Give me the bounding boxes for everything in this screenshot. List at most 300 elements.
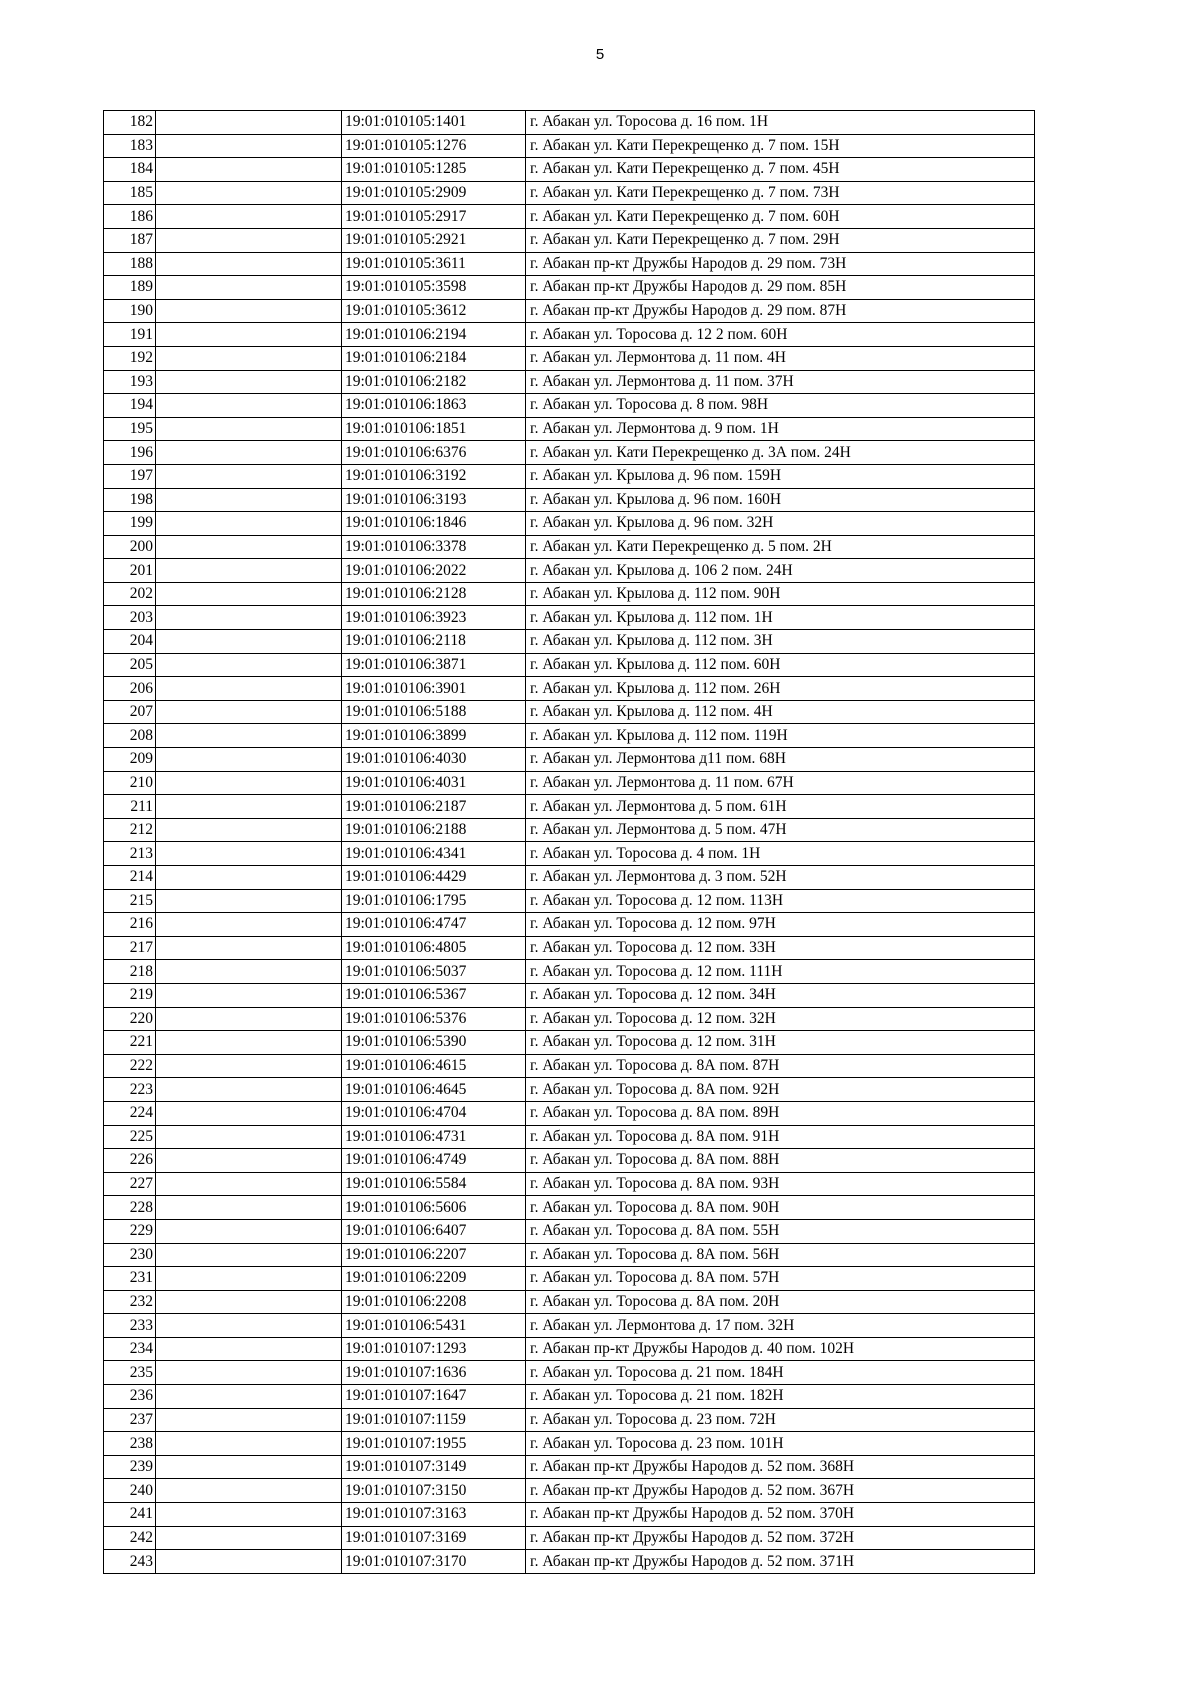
empty-cell [156,441,342,465]
empty-cell [156,1314,342,1338]
cadastral-number-cell: 19:01:010106:3901 [342,677,526,701]
address-cell: г. Абакан ул. Крылова д. 96 пом. 32Н [526,512,1035,536]
cadastral-number-cell: 19:01:010106:4749 [342,1149,526,1173]
address-cell: г. Абакан ул. Торосова д. 12 пом. 31Н [526,1031,1035,1055]
table-row [104,700,1035,724]
table-row [104,464,1035,488]
empty-cell [156,535,342,559]
row-number-cell: 205 [104,653,156,677]
row-number-cell: 235 [104,1361,156,1385]
cadastral-number-cell: 19:01:010106:5188 [342,700,526,724]
table-row [104,1455,1035,1479]
empty-cell [156,582,342,606]
cadastral-number-cell: 19:01:010106:2022 [342,559,526,583]
row-number-cell: 243 [104,1550,156,1574]
cadastral-number-cell: 19:01:010107:3163 [342,1503,526,1527]
cadastral-number-cell: 19:01:010106:2182 [342,370,526,394]
cadastral-number-cell: 19:01:010105:2909 [342,181,526,205]
empty-cell [156,630,342,654]
table-row [104,936,1035,960]
row-number-cell: 240 [104,1479,156,1503]
row-number-cell: 237 [104,1408,156,1432]
table-row [104,1550,1035,1574]
cadastral-number-cell: 19:01:010105:1276 [342,134,526,158]
table-row [104,417,1035,441]
address-cell: г. Абакан ул. Крылова д. 112 пом. 90Н [526,582,1035,606]
address-cell: г. Абакан ул. Торосова д. 16 пом. 1Н [526,111,1035,135]
empty-cell [156,1526,342,1550]
cadastral-number-cell: 19:01:010106:1851 [342,417,526,441]
cadastral-number-cell: 19:01:010106:5606 [342,1196,526,1220]
row-number-cell: 192 [104,346,156,370]
table-row [104,1149,1035,1173]
cadastral-number-cell: 19:01:010105:1285 [342,158,526,182]
cadastral-number-cell: 19:01:010106:2118 [342,630,526,654]
cadastral-number-cell: 19:01:010106:4704 [342,1101,526,1125]
cadastral-number-cell: 19:01:010106:4429 [342,866,526,890]
row-number-cell: 223 [104,1078,156,1102]
cadastral-number-cell: 19:01:010106:5584 [342,1172,526,1196]
address-cell: г. Абакан ул. Крылова д. 112 пом. 3Н [526,630,1035,654]
address-cell: г. Абакан ул. Торосова д. 12 пом. 111Н [526,960,1035,984]
empty-cell [156,700,342,724]
empty-cell [156,1479,342,1503]
address-cell: г. Абакан ул. Лермонтова д. 11 пом. 67Н [526,771,1035,795]
cadastral-number-cell: 19:01:010106:6376 [342,441,526,465]
row-number-cell: 219 [104,983,156,1007]
address-cell: г. Абакан ул. Кати Перекрещенко д. 7 пом. 73Н [526,181,1035,205]
table-row [104,1290,1035,1314]
address-cell: г. Абакан ул. Кати Перекрещенко д. 7 пом. 29Н [526,228,1035,252]
address-cell: г. Абакан ул. Торосова д. 8А пом. 91Н [526,1125,1035,1149]
empty-cell [156,1219,342,1243]
cadastral-number-cell: 19:01:010106:4747 [342,913,526,937]
empty-cell [156,1290,342,1314]
empty-cell [156,1243,342,1267]
table-row [104,394,1035,418]
row-number-cell: 220 [104,1007,156,1031]
row-number-cell: 226 [104,1149,156,1173]
cadastral-number-cell: 19:01:010105:3598 [342,276,526,300]
cadastral-number-cell: 19:01:010106:5431 [342,1314,526,1338]
table-row [104,630,1035,654]
cadastral-number-cell: 19:01:010105:3612 [342,299,526,323]
row-number-cell: 194 [104,394,156,418]
address-cell: г. Абакан ул. Торосова д. 8 пом. 98Н [526,394,1035,418]
table-row [104,1503,1035,1527]
table-row [104,866,1035,890]
empty-cell [156,771,342,795]
empty-cell [156,346,342,370]
table-row [104,1314,1035,1338]
row-number-cell: 209 [104,748,156,772]
empty-cell [156,323,342,347]
row-number-cell: 190 [104,299,156,323]
row-number-cell: 189 [104,276,156,300]
empty-cell [156,724,342,748]
address-cell: г. Абакан ул. Торосова д. 8А пом. 57Н [526,1267,1035,1291]
address-cell: г. Абакан ул. Кати Перекрещенко д. 7 пом. 15Н [526,134,1035,158]
empty-cell [156,1101,342,1125]
row-number-cell: 191 [104,323,156,347]
row-number-cell: 199 [104,512,156,536]
cadastral-number-cell: 19:01:010105:1401 [342,111,526,135]
address-cell: г. Абакан ул. Кати Перекрещенко д. 7 пом. 60Н [526,205,1035,229]
row-number-cell: 230 [104,1243,156,1267]
empty-cell [156,1149,342,1173]
table-row [104,983,1035,1007]
empty-cell [156,1196,342,1220]
empty-cell [156,1361,342,1385]
address-cell: г. Абакан ул. Кати Перекрещенко д. 7 пом. 45Н [526,158,1035,182]
table-row [104,299,1035,323]
empty-cell [156,1337,342,1361]
table-row [104,677,1035,701]
empty-cell [156,748,342,772]
table-row [104,1172,1035,1196]
table-row [104,1432,1035,1456]
empty-cell [156,889,342,913]
table-row [104,1054,1035,1078]
address-cell: г. Абакан ул. Торосова д. 12 пом. 33Н [526,936,1035,960]
row-number-cell: 236 [104,1385,156,1409]
cadastral-number-cell: 19:01:010106:3193 [342,488,526,512]
cadastral-number-cell: 19:01:010106:3871 [342,653,526,677]
empty-cell [156,606,342,630]
table-row [104,1267,1035,1291]
cadastral-number-cell: 19:01:010106:3192 [342,464,526,488]
address-cell: г. Абакан ул. Торосова д. 8А пом. 55Н [526,1219,1035,1243]
address-cell: г. Абакан ул. Лермонтова д. 9 пом. 1Н [526,417,1035,441]
row-number-cell: 187 [104,228,156,252]
address-cell: г. Абакан ул. Торосова д. 8А пом. 88Н [526,1149,1035,1173]
address-cell: г. Абакан ул. Лермонтова д. 11 пом. 37Н [526,370,1035,394]
table-row [104,748,1035,772]
row-number-cell: 222 [104,1054,156,1078]
table-row [104,158,1035,182]
address-cell: г. Абакан ул. Торосова д. 8А пом. 90Н [526,1196,1035,1220]
row-number-cell: 212 [104,818,156,842]
empty-cell [156,795,342,819]
table-row [104,559,1035,583]
address-cell: г. Абакан ул. Торосова д. 8А пом. 89Н [526,1101,1035,1125]
empty-cell [156,299,342,323]
address-cell: г. Абакан ул. Крылова д. 96 пом. 159Н [526,464,1035,488]
row-number-cell: 198 [104,488,156,512]
row-number-cell: 185 [104,181,156,205]
table-row [104,1125,1035,1149]
cadastral-number-cell: 19:01:010106:2209 [342,1267,526,1291]
address-cell: г. Абакан ул. Торосова д. 8А пом. 20Н [526,1290,1035,1314]
empty-cell [156,653,342,677]
table-row [104,913,1035,937]
empty-cell [156,488,342,512]
address-cell: г. Абакан пр-кт Дружбы Народов д. 52 пом. 367Н [526,1479,1035,1503]
table-row [104,1243,1035,1267]
cadastral-number-cell: 19:01:010106:4805 [342,936,526,960]
address-cell: г. Абакан ул. Кати Перекрещенко д. 5 пом. 2Н [526,535,1035,559]
address-cell: г. Абакан ул. Торосова д. 4 пом. 1Н [526,842,1035,866]
cadastral-number-cell: 19:01:010106:4731 [342,1125,526,1149]
cadastral-number-cell: 19:01:010107:3170 [342,1550,526,1574]
cadastral-number-cell: 19:01:010106:5367 [342,983,526,1007]
cadastral-number-cell: 19:01:010107:3169 [342,1526,526,1550]
empty-cell [156,1172,342,1196]
table-row [104,771,1035,795]
table-row [104,134,1035,158]
cadastral-number-cell: 19:01:010107:1293 [342,1337,526,1361]
empty-cell [156,111,342,135]
table-row [104,1385,1035,1409]
cadastral-number-cell: 19:01:010106:5390 [342,1031,526,1055]
address-cell: г. Абакан ул. Торосова д. 21 пом. 184Н [526,1361,1035,1385]
row-number-cell: 217 [104,936,156,960]
empty-cell [156,842,342,866]
row-number-cell: 210 [104,771,156,795]
empty-cell [156,228,342,252]
row-number-cell: 234 [104,1337,156,1361]
table-row [104,1526,1035,1550]
table-row [104,441,1035,465]
table-row [104,205,1035,229]
table-row [104,1337,1035,1361]
cadastral-number-cell: 19:01:010106:5037 [342,960,526,984]
table-row [104,1219,1035,1243]
empty-cell [156,417,342,441]
cadastral-number-cell: 19:01:010106:3923 [342,606,526,630]
table-row [104,1007,1035,1031]
empty-cell [156,559,342,583]
empty-cell [156,936,342,960]
row-number-cell: 229 [104,1219,156,1243]
cadastral-number-cell: 19:01:010106:5376 [342,1007,526,1031]
table-row [104,1031,1035,1055]
table-row [104,370,1035,394]
empty-cell [156,370,342,394]
empty-cell [156,205,342,229]
cadastral-number-cell: 19:01:010105:2917 [342,205,526,229]
empty-cell [156,1455,342,1479]
address-cell: г. Абакан ул. Лермонтова д. 11 пом. 4Н [526,346,1035,370]
empty-cell [156,394,342,418]
cadastral-number-cell: 19:01:010106:3378 [342,535,526,559]
address-cell: г. Абакан ул. Крылова д. 112 пом. 119Н [526,724,1035,748]
empty-cell [156,512,342,536]
row-number-cell: 183 [104,134,156,158]
cadastral-number-cell: 19:01:010106:2184 [342,346,526,370]
cadastral-number-cell: 19:01:010106:2207 [342,1243,526,1267]
table-row [104,1101,1035,1125]
cadastral-number-cell: 19:01:010106:4031 [342,771,526,795]
table-row [104,323,1035,347]
address-cell: г. Абакан ул. Лермонтова д. 5 пом. 61Н [526,795,1035,819]
address-cell: г. Абакан ул. Лермонтова д. 17 пом. 32Н [526,1314,1035,1338]
row-number-cell: 208 [104,724,156,748]
address-cell: г. Абакан ул. Крылова д. 96 пом. 160Н [526,488,1035,512]
empty-cell [156,1408,342,1432]
address-cell: г. Абакан ул. Торосова д. 12 пом. 113Н [526,889,1035,913]
row-number-cell: 238 [104,1432,156,1456]
address-cell: г. Абакан ул. Торосова д. 8А пом. 87Н [526,1054,1035,1078]
row-number-cell: 200 [104,535,156,559]
row-number-cell: 218 [104,960,156,984]
address-cell: г. Абакан ул. Торосова д. 12 пом. 32Н [526,1007,1035,1031]
table-row [104,1408,1035,1432]
row-number-cell: 184 [104,158,156,182]
row-number-cell: 202 [104,582,156,606]
address-cell: г. Абакан ул. Крылова д. 112 пом. 60Н [526,653,1035,677]
empty-cell [156,464,342,488]
cadastral-number-cell: 19:01:010107:1647 [342,1385,526,1409]
row-number-cell: 241 [104,1503,156,1527]
address-cell: г. Абакан ул. Лермонтова д11 пом. 68Н [526,748,1035,772]
address-cell: г. Абакан ул. Крылова д. 112 пом. 4Н [526,700,1035,724]
row-number-cell: 224 [104,1101,156,1125]
empty-cell [156,158,342,182]
cadastral-number-cell: 19:01:010107:1159 [342,1408,526,1432]
cadastral-number-cell: 19:01:010106:4030 [342,748,526,772]
table-row [104,1361,1035,1385]
address-cell: г. Абакан пр-кт Дружбы Народов д. 52 пом. 370Н [526,1503,1035,1527]
address-cell: г. Абакан пр-кт Дружбы Народов д. 52 пом. 371Н [526,1550,1035,1574]
row-number-cell: 188 [104,252,156,276]
table-row [104,276,1035,300]
row-number-cell: 242 [104,1526,156,1550]
address-cell: г. Абакан ул. Торосова д. 8А пом. 93Н [526,1172,1035,1196]
cadastral-number-cell: 19:01:010107:3149 [342,1455,526,1479]
table-row [104,1078,1035,1102]
row-number-cell: 195 [104,417,156,441]
cadastral-number-cell: 19:01:010106:2208 [342,1290,526,1314]
address-cell: г. Абакан пр-кт Дружбы Народов д. 29 пом. 73Н [526,252,1035,276]
row-number-cell: 225 [104,1125,156,1149]
empty-cell [156,960,342,984]
row-number-cell: 221 [104,1031,156,1055]
table-row [104,606,1035,630]
table-row [104,512,1035,536]
cadastral-number-cell: 19:01:010106:6407 [342,1219,526,1243]
row-number-cell: 207 [104,700,156,724]
cadastral-number-cell: 19:01:010106:4645 [342,1078,526,1102]
row-number-cell: 186 [104,205,156,229]
empty-cell [156,252,342,276]
empty-cell [156,818,342,842]
address-cell: г. Абакан ул. Крылова д. 106 2 пом. 24Н [526,559,1035,583]
table-row [104,1479,1035,1503]
table-row [104,582,1035,606]
address-cell: г. Абакан ул. Крылова д. 112 пом. 26Н [526,677,1035,701]
row-number-cell: 211 [104,795,156,819]
empty-cell [156,983,342,1007]
table-row [104,111,1035,135]
cadastral-number-cell: 19:01:010106:1846 [342,512,526,536]
table-row [104,724,1035,748]
address-cell: г. Абакан пр-кт Дружбы Народов д. 29 пом. 87Н [526,299,1035,323]
cadastral-number-cell: 19:01:010106:2194 [342,323,526,347]
address-cell: г. Абакан пр-кт Дружбы Народов д. 29 пом. 85Н [526,276,1035,300]
cadastral-number-cell: 19:01:010106:1863 [342,394,526,418]
address-cell: г. Абакан ул. Крылова д. 112 пом. 1Н [526,606,1035,630]
empty-cell [156,181,342,205]
address-cell: г. Абакан ул. Торосова д. 12 пом. 97Н [526,913,1035,937]
cadastral-number-cell: 19:01:010107:1955 [342,1432,526,1456]
cadastral-number-cell: 19:01:010105:3611 [342,252,526,276]
table-row [104,488,1035,512]
row-number-cell: 213 [104,842,156,866]
table-row [104,842,1035,866]
cadastral-number-cell: 19:01:010106:2188 [342,818,526,842]
table-row [104,818,1035,842]
table-row [104,252,1035,276]
cadastral-number-cell: 19:01:010106:3899 [342,724,526,748]
row-number-cell: 201 [104,559,156,583]
cadastral-number-cell: 19:01:010107:1636 [342,1361,526,1385]
table-row [104,889,1035,913]
address-cell: г. Абакан пр-кт Дружбы Народов д. 40 пом. 102Н [526,1337,1035,1361]
address-cell: г. Абакан пр-кт Дружбы Народов д. 52 пом. 372Н [526,1526,1035,1550]
row-number-cell: 233 [104,1314,156,1338]
cadastral-number-cell: 19:01:010106:4615 [342,1054,526,1078]
row-number-cell: 196 [104,441,156,465]
cadastral-number-cell: 19:01:010106:2128 [342,582,526,606]
row-number-cell: 228 [104,1196,156,1220]
row-number-cell: 206 [104,677,156,701]
table-row [104,960,1035,984]
cadastral-number-cell: 19:01:010107:3150 [342,1479,526,1503]
empty-cell [156,1007,342,1031]
table-row [104,228,1035,252]
empty-cell [156,1550,342,1574]
empty-cell [156,1385,342,1409]
address-cell: г. Абакан ул. Торосова д. 23 пом. 101Н [526,1432,1035,1456]
empty-cell [156,134,342,158]
row-number-cell: 227 [104,1172,156,1196]
cadastral-number-cell: 19:01:010106:4341 [342,842,526,866]
table-row [104,795,1035,819]
address-cell: г. Абакан ул. Торосова д. 8А пом. 56Н [526,1243,1035,1267]
address-cell: г. Абакан ул. Лермонтова д. 3 пом. 52Н [526,866,1035,890]
table-row [104,535,1035,559]
table-row [104,1196,1035,1220]
address-cell: г. Абакан ул. Торосова д. 21 пом. 182Н [526,1385,1035,1409]
row-number-cell: 203 [104,606,156,630]
empty-cell [156,1078,342,1102]
table-row [104,346,1035,370]
registry-body [104,111,1035,1574]
property-registry-table [103,110,1035,1574]
address-cell: г. Абакан ул. Кати Перекрещенко д. 3А пом. 24Н [526,441,1035,465]
empty-cell [156,1125,342,1149]
row-number-cell: 214 [104,866,156,890]
cadastral-number-cell: 19:01:010106:1795 [342,889,526,913]
address-cell: г. Абакан ул. Лермонтова д. 5 пом. 47Н [526,818,1035,842]
empty-cell [156,1267,342,1291]
row-number-cell: 182 [104,111,156,135]
empty-cell [156,1432,342,1456]
empty-cell [156,913,342,937]
row-number-cell: 216 [104,913,156,937]
address-cell: г. Абакан ул. Торосова д. 12 2 пом. 60Н [526,323,1035,347]
empty-cell [156,276,342,300]
address-cell: г. Абакан ул. Торосова д. 8А пом. 92Н [526,1078,1035,1102]
address-cell: г. Абакан ул. Торосова д. 23 пом. 72Н [526,1408,1035,1432]
cadastral-number-cell: 19:01:010105:2921 [342,228,526,252]
empty-cell [156,1054,342,1078]
empty-cell [156,1031,342,1055]
cadastral-number-cell: 19:01:010106:2187 [342,795,526,819]
table-row [104,181,1035,205]
table-row [104,653,1035,677]
